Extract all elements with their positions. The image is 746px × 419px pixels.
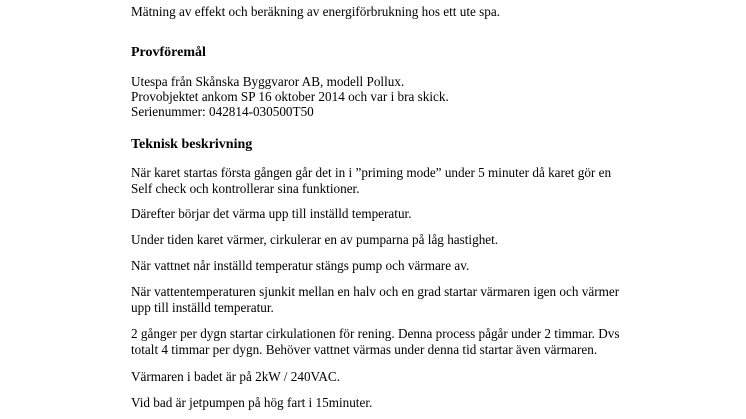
paragraph-line: Self check och kontrollerar sina funktioner. [131,181,360,196]
sample-line: Utespa från Skånska Byggvaror AB, modell Pollux. [131,74,405,89]
section-heading-teknisk-beskrivning: Teknisk beskrivning [131,137,253,152]
paragraph-line: Därefter börjar det värma upp till inställd temperatur. [131,206,412,221]
paragraph-line: När karet startas första gången går det in i ”priming mode” under 5 minuter då karet gör en [131,165,612,180]
paragraph-line: 2 gånger per dygn startar cirkulationen för rening. Denna process pågår under 2 timmar. Dvs [131,326,620,341]
paragraph-line: När vattnet når inställd temperatur stängs pump och värmare av. [131,258,470,273]
serial-number-line: Serienummer: 042814-030500T50 [131,104,314,119]
paragraph-line: Värmaren i badet är på 2kW / 240VAC. [131,369,340,384]
paragraph-line: upp till inställd temperatur. [131,300,274,315]
sample-line: Provobjektet ankom SP 16 oktober 2014 och var i bra skick. [131,89,449,104]
paragraph-line: totalt 4 timmar per dygn. Behöver vattnet värmas under denna tid startar även värmaren. [131,342,598,357]
paragraph-line: Vid bad är jetpumpen på hög fart i 15minuter. [131,395,373,410]
paragraph-line: När vattentemperaturen sjunkit mellan en halv och en grad startar värmaren igen och värmer [131,284,620,299]
intro-text: Mätning av effekt och beräkning av energiförbrukning hos ett ute spa. [131,4,501,19]
paragraph-line: Under tiden karet värmer, cirkulerar en av pumparna på låg hastighet. [131,232,499,247]
section-heading-provforemal: Provföremål [131,45,206,60]
